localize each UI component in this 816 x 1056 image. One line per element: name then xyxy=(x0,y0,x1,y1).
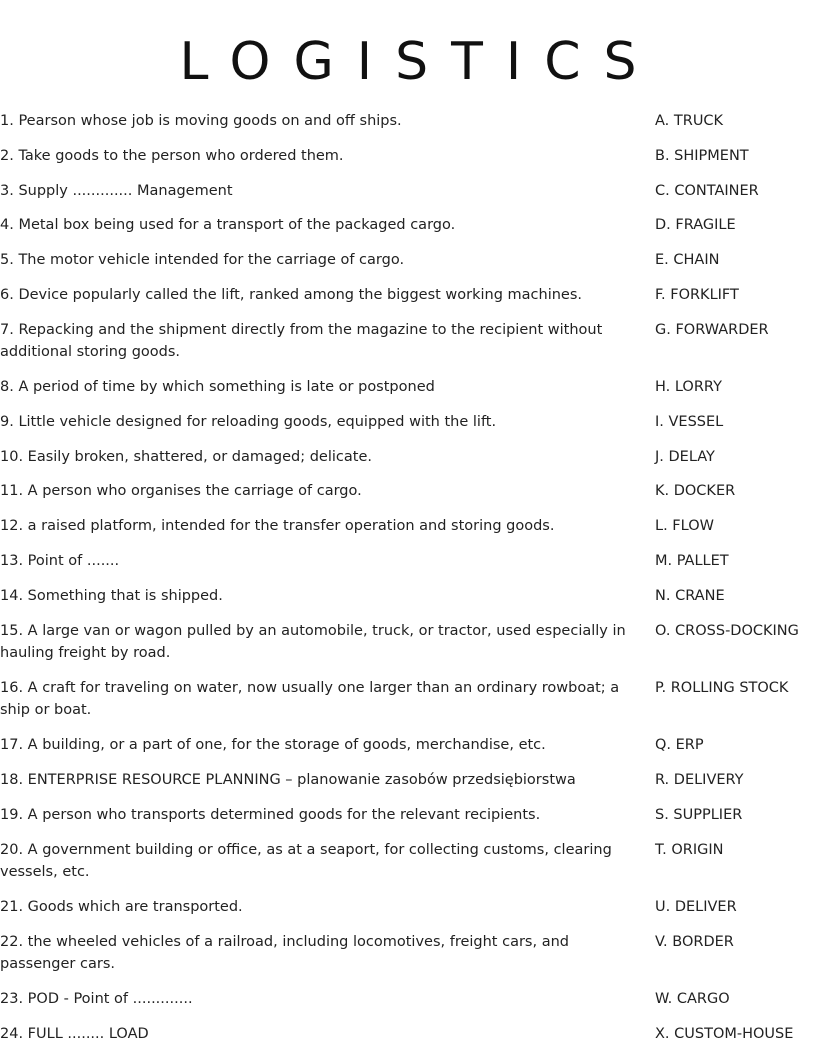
question-text: 22. the wheeled vehicles of a railroad, including locomotives, freight cars, and passenger cars. xyxy=(0,933,569,973)
list-item xyxy=(0,515,816,538)
question-text: 24. FULL ........ LOAD xyxy=(0,1025,149,1042)
list-item xyxy=(0,769,816,792)
question-text: 8. A period of time by which something is late or postponed xyxy=(0,379,435,396)
question-text: 2. Take goods to the person who ordered them. xyxy=(0,147,344,164)
list-item xyxy=(0,480,816,503)
list-item xyxy=(0,804,816,827)
question-text: 11. A person who organises the carriage of cargo. xyxy=(0,483,362,500)
answer-option: G. FORWARDER xyxy=(655,321,769,338)
list-item xyxy=(0,734,816,757)
answer-option: A. TRUCK xyxy=(655,113,724,129)
question-text: 9. Little vehicle designed for reloading goods, equipped with the lift. xyxy=(0,413,497,430)
question-text: 4. Metal box being used for a transport of the packaged cargo. xyxy=(0,217,456,234)
list-item xyxy=(0,446,816,469)
answer-option: F. FORKLIFT xyxy=(655,286,739,303)
answer-option: C. CONTAINER xyxy=(655,182,759,199)
list-item xyxy=(0,550,816,573)
page-title: LOGISTICS xyxy=(179,32,660,92)
question-text: 16. A craft for traveling on water, now usually one larger than an ordinary rowboat; a ship or boat. xyxy=(0,679,620,719)
question-text: 20. A government building or office, as at a seaport, for collecting customs, clearing vessels, etc. xyxy=(0,841,612,881)
answer-option: U. DELIVER xyxy=(655,898,737,915)
answer-option: M. PALLET xyxy=(655,553,729,570)
question-text: 6. Device popularly called the lift, ranked among the biggest working machines. xyxy=(0,286,583,303)
list-item xyxy=(0,249,816,272)
answer-option: Q. ERP xyxy=(655,737,704,754)
list-item xyxy=(0,284,816,307)
answer-option: H. LORRY xyxy=(655,379,722,396)
list-item xyxy=(0,145,816,168)
answer-option: D. FRAGILE xyxy=(655,217,736,234)
question-text: 1. Pearson whose job is moving goods on and off ships. xyxy=(0,113,402,129)
list-item xyxy=(0,319,816,364)
question-text: 19. A person who transports determined goods for the relevant recipients. xyxy=(0,806,541,823)
list-item xyxy=(0,1023,816,1046)
question-text: 5. The motor vehicle intended for the carriage of cargo. xyxy=(0,252,405,269)
question-text: 12. a raised platform, intended for the transfer operation and storing goods. xyxy=(0,518,555,535)
list-item xyxy=(0,931,816,976)
question-text: 21. Goods which are transported. xyxy=(0,898,243,915)
answer-option: E. CHAIN xyxy=(655,252,720,269)
answer-option: J. DELAY xyxy=(655,448,715,465)
answer-option: X. CUSTOM-HOUSE xyxy=(655,1025,794,1042)
answer-option: B. SHIPMENT xyxy=(655,147,749,164)
question-text: 13. Point of ....... xyxy=(0,553,120,570)
list-item xyxy=(0,110,816,133)
list-item xyxy=(0,988,816,1011)
answer-option: O. CROSS-DOCKING xyxy=(655,622,799,639)
answer-option: L. FLOW xyxy=(655,518,714,535)
list-item xyxy=(0,839,816,884)
answer-option: T. ORIGIN xyxy=(655,841,724,858)
list-item xyxy=(0,214,816,237)
answer-option: P. ROLLING STOCK xyxy=(655,679,789,696)
question-text: 14. Something that is shipped. xyxy=(0,587,223,604)
answer-option: W. CARGO xyxy=(655,991,730,1008)
question-text: 18. ENTERPRISE RESOURCE PLANNING – planowanie zasobów przedsiębiorstwa xyxy=(0,772,576,789)
answer-option: K. DOCKER xyxy=(655,483,736,500)
list-item xyxy=(0,585,816,608)
question-text: 15. A large van or wagon pulled by an automobile, truck, or tractor, used especially in hauling freight by road. xyxy=(0,622,626,662)
matching-list xyxy=(0,110,816,1056)
question-text: 10. Easily broken, shattered, or damaged; delicate. xyxy=(0,448,372,465)
answer-option: R. DELIVERY xyxy=(655,772,744,789)
question-text: 7. Repacking and the shipment directly from the magazine to the recipient without additional storing goods. xyxy=(0,321,603,361)
answer-option: N. CRANE xyxy=(655,587,725,604)
question-text: 23. POD - Point of ............. xyxy=(0,991,193,1008)
answer-option: S. SUPPLIER xyxy=(655,806,743,823)
list-item xyxy=(0,376,816,399)
question-text: 3. Supply ............. Management xyxy=(0,182,233,199)
list-item xyxy=(0,896,816,919)
list-item xyxy=(0,620,816,665)
list-item xyxy=(0,180,816,203)
answer-option: I. VESSEL xyxy=(655,413,724,430)
list-item xyxy=(0,677,816,722)
list-item xyxy=(0,411,816,434)
answer-option: V. BORDER xyxy=(655,933,734,950)
question-text: 17. A building, or a part of one, for the storage of goods, merchandise, etc. xyxy=(0,737,546,754)
